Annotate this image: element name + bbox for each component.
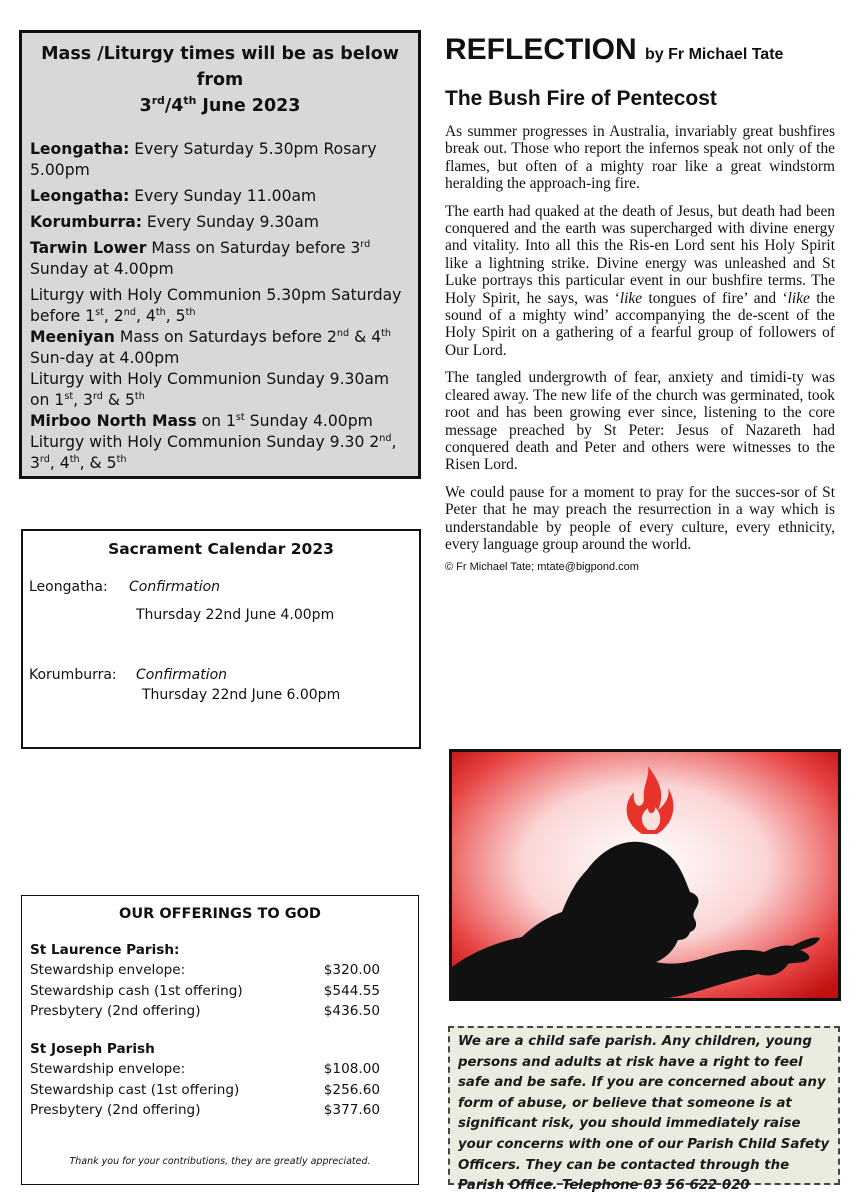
pentecost-silhouette-image [449, 749, 841, 1001]
schedule: Liturgy with Holy Communion Sunday 9.30 2 [30, 433, 380, 451]
mass-line [30, 327, 410, 369]
offering-amount: $256.60 [323, 1081, 380, 1098]
schedule: Mass on Saturdays before 2 [114, 328, 337, 346]
schedule: Every Sunday 9.30am [141, 213, 319, 231]
mass-title-date: 3 [139, 96, 152, 116]
offering-row [30, 981, 410, 1002]
paragraph: The tangled undergrowth of fear, anxiety and timidi-ty was cleared away. The new life of the church was germinated, took root and has been growing ever since, listening to the core message preached by St Peter: Jesus of Nazareth had conquered death and Peter and others were witnesses to the Risen Lord. [445, 369, 835, 474]
offerings-box [21, 895, 419, 1185]
sup: th [69, 453, 80, 465]
offering-label: Stewardship cash (1st offering) [30, 982, 243, 999]
schedule: on 1 [196, 412, 236, 430]
reflection-heading [445, 32, 835, 73]
place: Leongatha: [30, 140, 130, 158]
schedule: , & 5 [79, 454, 117, 472]
emphasis: like [787, 289, 810, 307]
mass-title-date: June 2023 [196, 96, 301, 116]
spacer [30, 1022, 410, 1039]
schedule: & 5 [102, 391, 135, 409]
sup: st [235, 411, 245, 423]
sacrament-row [29, 577, 413, 597]
mass-times-box [19, 30, 421, 479]
parish-name: St Laurence Parish: [30, 941, 180, 958]
sacrament-row [29, 665, 413, 685]
schedule: Sunday 4.00pm [244, 412, 373, 430]
pentecost-illustration [452, 752, 838, 998]
text: tongues of fire’ and ‘ [642, 289, 788, 307]
offering-amount: $108.00 [323, 1061, 380, 1077]
offering-row [30, 960, 410, 981]
schedule: & 4 [349, 328, 382, 346]
sup: nd [336, 327, 350, 339]
offering-label: Stewardship cast (1st offering) [30, 1081, 240, 1098]
parish-name: St Joseph Parish [30, 1040, 155, 1057]
sup: st [64, 390, 74, 402]
sacrament-date: Thursday 22nd June 4.00pm [136, 607, 335, 623]
offerings-title: OUR OFFERINGS TO GOD [119, 906, 321, 922]
place: Leongatha: [30, 187, 130, 205]
schedule: , 5 [165, 307, 186, 325]
text: The earth had quaked at the death of Jesus, but death had been conquered and the earth was supercharged with divine energy and vitality. Into all this the Ris-en Lord sent his Holy Spirit like a lightning strike. Divine energy was unleashed and St Luke portrays this particular event in our bushfire terms. The Holy Spirit, he says, was ‘ [445, 202, 835, 307]
schedule: Liturgy with Holy Communion 5.30pm Saturday before 1 [30, 286, 402, 325]
offering-amount: $320.00 [323, 962, 380, 978]
paragraph: As summer progresses in Australia, invariably great bushfires break out. Those who report the infernos speak not only of the flames, but often of a mighty roar like a great windstorm heralding the approach-ing fire. [445, 123, 835, 193]
sup: th [134, 390, 145, 402]
sup: th [185, 306, 196, 318]
schedule: , 2 [103, 307, 124, 325]
sacrament-type: Confirmation [129, 579, 221, 595]
heading-text: REFLECTION [445, 33, 637, 66]
mass-title-line1: Mass /Liturgy times will be as below from [41, 44, 399, 90]
schedule: Sunday at 4.00pm [30, 260, 174, 278]
reflection-article [445, 32, 835, 573]
offering-label: Stewardship envelope: [30, 1061, 186, 1077]
offering-label: Stewardship envelope: [30, 962, 186, 978]
offering-amount: $544.55 [323, 982, 380, 999]
sup: th [116, 453, 127, 465]
paragraph [445, 203, 835, 360]
sup: rd [151, 94, 165, 108]
schedule: Sun-day at 4.00pm [30, 349, 180, 367]
offering-row [30, 1059, 410, 1080]
offering-label: Presbytery (2nd offering) [30, 1003, 201, 1019]
copyright-credit: © Fr Michael Tate; mtate@bigpond.com [445, 561, 639, 574]
mass-line [30, 139, 410, 181]
schedule: Mass on Saturday before 3 [146, 239, 361, 257]
sup: rd [39, 453, 50, 465]
offering-amount: $377.60 [323, 1102, 380, 1118]
offering-row [30, 1001, 410, 1022]
sacrament-place: Korumburra: [29, 667, 117, 683]
child-safe-notice: We are a child safe parish. Any children, young persons and adults at risk have a right to feel safe and be safe. If you are concerned about any form of abuse, or believe that someone is at significant risk, you should immediately raise your concerns with one of our Parish Child Safety Officers. They can be contacted through the Parish Office. Telephone 03 56 622 020 [448, 1026, 840, 1185]
sup: th [183, 94, 197, 108]
schedule: , 4 [49, 454, 70, 472]
mass-line [30, 212, 410, 233]
byline: by Fr Michael Tate [645, 46, 784, 63]
sup: nd [379, 432, 392, 444]
reflection-subheading: The Bush Fire of Pentecost [445, 87, 717, 110]
offering-amount: $436.50 [323, 1003, 380, 1019]
sacrament-title: Sacrament Calendar 2023 [108, 540, 334, 558]
sup: th [381, 327, 392, 339]
paragraph: We could pause for a moment to pray for the succes-sor of St Peter that he may preach the resurrection in a way which is understandable by people of every culture, every ethnicity, every language group around the world. [445, 483, 835, 553]
mass-title-date: /4 [164, 96, 184, 116]
emphasis: like [619, 289, 643, 307]
text: the sound of a mighty wind’ accompanying the de-scent of the Holy Spirit on a gathering of a fearful group of followers of Our Lord. [445, 289, 836, 359]
place: Meeniyan [30, 328, 115, 346]
mass-line [30, 369, 410, 411]
mass-line [30, 411, 410, 432]
offering-label: Presbytery (2nd offering) [30, 1102, 201, 1118]
mass-times-title [30, 41, 410, 119]
schedule: , 3 [30, 433, 397, 472]
schedule: , 3 [73, 391, 93, 409]
schedule: Liturgy with Holy Communion Sunday 9.30am on 1 [30, 370, 390, 409]
sacrament-date: Thursday 22nd June 6.00pm [142, 687, 341, 703]
mass-line [30, 432, 410, 474]
sacrament-calendar-box [21, 529, 421, 749]
sup: rd [360, 238, 371, 250]
thanks-note: Thank you for your contributions, they are greatly appreciated. [69, 1155, 371, 1167]
sup: th [155, 306, 166, 318]
schedule: Every Saturday 5.30pm Rosary 5.00pm [30, 140, 377, 179]
sup: st [95, 306, 104, 318]
sup: nd [123, 306, 136, 318]
mass-line [30, 285, 410, 327]
place: Tarwin Lower [30, 239, 147, 257]
sacrament-place: Leongatha: [29, 579, 108, 595]
mass-line [30, 186, 410, 207]
schedule: Every Sunday 11.00am [129, 187, 317, 205]
offering-row [30, 1080, 410, 1101]
sacrament-type: Confirmation [136, 667, 228, 683]
schedule: , 4 [136, 307, 156, 325]
place: Korumburra: [30, 213, 142, 231]
place: Mirboo North Mass [30, 412, 197, 430]
offering-row [30, 1100, 410, 1121]
mass-line [30, 238, 410, 280]
sup: rd [92, 390, 103, 402]
